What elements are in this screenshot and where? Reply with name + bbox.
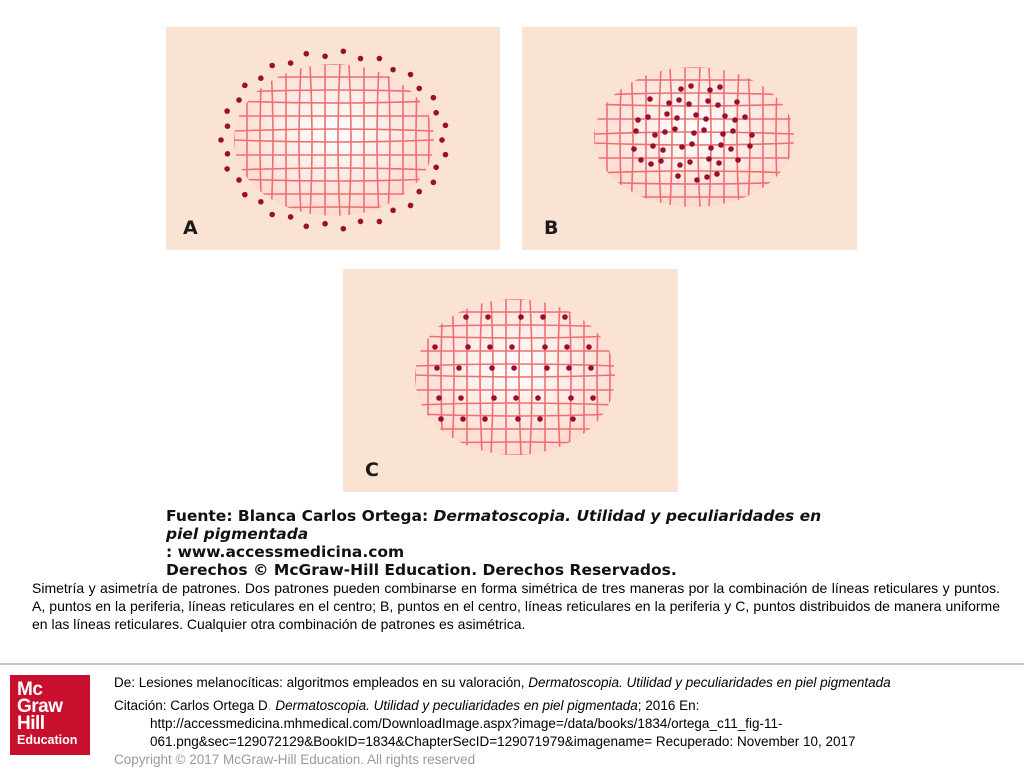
pigment-dot xyxy=(269,63,275,69)
pigment-dot xyxy=(564,344,570,350)
source-web: : www.accessmedicina.com xyxy=(166,543,405,561)
pigment-dot xyxy=(258,75,264,81)
pigment-dot xyxy=(678,86,684,92)
pigment-dot xyxy=(730,128,736,134)
pigment-dot xyxy=(742,114,748,120)
pigment-dot xyxy=(638,157,644,163)
figure-source xyxy=(166,507,846,579)
pigment-dot xyxy=(513,395,519,401)
pigment-dot xyxy=(390,67,396,73)
pigment-dot xyxy=(631,146,637,152)
pigment-dot xyxy=(686,101,692,107)
pigment-dot xyxy=(242,192,248,198)
pigment-dot xyxy=(679,144,685,150)
pigment-dot xyxy=(509,344,515,350)
citation-url-line-2[interactable]: 061.png&sec=129072129&BookID=1834&ChapterSecID=129071979&imagename= Recuperado: November 10, 2017 xyxy=(150,734,856,749)
footer-divider xyxy=(0,663,1024,665)
pigment-dot xyxy=(658,158,664,164)
pigment-dot xyxy=(747,143,753,149)
pigment-dot xyxy=(465,344,471,350)
pigment-dot xyxy=(443,123,449,129)
pigment-dot xyxy=(689,141,695,147)
from-line: De: Lesiones melanocíticas: algoritmos empleados en su valoración, Dermatoscopia. Utilidad y peculiaridades en piel pigmentada xyxy=(114,675,891,690)
copyright-notice: Copyright © 2017 McGraw-Hill Education. All rights reserved xyxy=(114,752,476,767)
pigment-dot xyxy=(586,344,592,350)
pigment-dot xyxy=(734,99,740,105)
pigment-dot xyxy=(434,365,440,371)
pigment-dot xyxy=(218,137,224,143)
pigment-dot xyxy=(489,365,495,371)
pigment-dot xyxy=(706,156,712,162)
pigment-dot xyxy=(562,314,568,320)
pigment-dot xyxy=(652,132,658,138)
pigment-dot xyxy=(511,365,517,371)
pigment-dot xyxy=(460,416,466,422)
pigment-dot xyxy=(431,95,437,101)
pigment-dot xyxy=(456,365,462,371)
pigment-dot xyxy=(303,223,309,229)
pigment-dot xyxy=(431,180,437,186)
pigment-dot xyxy=(749,132,755,138)
pigment-dot xyxy=(590,395,596,401)
pigment-dot xyxy=(390,208,396,214)
pigment-dot xyxy=(662,129,668,135)
panel-letter-a: A xyxy=(183,217,198,239)
pigment-dot xyxy=(432,344,438,350)
pigment-dot xyxy=(707,87,713,93)
pigment-dot xyxy=(714,171,720,177)
pigment-dot xyxy=(236,97,242,103)
pigment-dot xyxy=(735,157,741,163)
pigment-dot xyxy=(377,56,383,62)
pigment-dot xyxy=(715,102,721,108)
pigment-dot xyxy=(540,314,546,320)
pigment-dot xyxy=(672,126,678,132)
pigment-dot xyxy=(288,214,294,220)
pigment-dot xyxy=(588,365,594,371)
pigment-dot xyxy=(687,159,693,165)
pigment-dot xyxy=(666,100,672,106)
pigment-dot xyxy=(705,98,711,104)
logo-line-4: Education xyxy=(17,733,78,747)
pigment-dot xyxy=(224,166,230,172)
pigment-dot xyxy=(701,127,707,133)
pigment-dot xyxy=(433,110,439,116)
pigment-dot xyxy=(515,416,521,422)
pigment-dot xyxy=(288,60,294,66)
pigment-dot xyxy=(408,203,414,209)
pigment-dot xyxy=(568,395,574,401)
logo-line-2: Graw xyxy=(17,696,63,717)
pigment-dot xyxy=(303,51,309,57)
pigment-dot xyxy=(439,137,445,143)
figure-panel-b xyxy=(522,27,857,250)
pigment-dot xyxy=(693,112,699,118)
pigment-dot xyxy=(647,96,653,102)
pigment-dot xyxy=(377,219,383,225)
pigment-dot xyxy=(438,416,444,422)
pigment-dot xyxy=(225,123,231,129)
pigment-dot xyxy=(566,365,572,371)
pigment-dot xyxy=(703,116,709,122)
pigment-dot xyxy=(358,56,364,62)
pigment-dot xyxy=(645,114,651,120)
pigment-dot xyxy=(570,416,576,422)
pigment-dot xyxy=(691,130,697,136)
pigment-dot xyxy=(433,164,439,170)
pigment-dot xyxy=(718,142,724,148)
citation-url-line-1[interactable]: http://accessmedicina.mhmedical.com/DownloadImage.aspx?image=/data/books/1834/ortega_c11_fig-11- xyxy=(150,716,783,731)
source-title: Dermatoscopia. Utilidad y peculiaridades en piel pigmentada xyxy=(166,507,822,543)
pigment-dot xyxy=(537,416,543,422)
pigment-dot xyxy=(487,344,493,350)
pigment-dot xyxy=(482,416,488,422)
pigment-dot xyxy=(722,113,728,119)
pigment-dot xyxy=(408,72,414,78)
pigment-dot xyxy=(443,152,449,158)
pigment-dot xyxy=(635,117,641,123)
panel-letter-b: B xyxy=(544,217,559,239)
reticular-pattern-c xyxy=(343,269,678,492)
pigment-dot xyxy=(269,212,275,218)
pigment-dot xyxy=(358,219,364,225)
pigment-dot xyxy=(341,49,347,55)
pigment-dot xyxy=(664,111,670,117)
pigment-dot xyxy=(416,189,422,195)
pigment-dot xyxy=(716,160,722,166)
pigment-dot xyxy=(648,161,654,167)
source-prefix: Fuente: Blanca Carlos Ortega: xyxy=(166,507,434,525)
pigment-dot xyxy=(535,395,541,401)
pigment-dot xyxy=(708,145,714,151)
citation-footer xyxy=(114,674,1014,769)
figure-panel-a xyxy=(166,27,500,250)
pigment-dot xyxy=(677,162,683,168)
panel-letter-c: C xyxy=(365,459,379,481)
pigment-dot xyxy=(660,147,666,153)
pigment-dot xyxy=(518,314,524,320)
reticular-pattern-b xyxy=(522,27,857,250)
pigment-dot xyxy=(491,395,497,401)
pigment-dot xyxy=(676,97,682,103)
pigment-dot xyxy=(732,117,738,123)
pigment-dot xyxy=(704,174,710,180)
pigment-dot xyxy=(544,365,550,371)
pigment-dot xyxy=(416,86,422,92)
pigment-dot xyxy=(720,131,726,137)
reticular-pattern-a xyxy=(166,27,500,250)
pigment-dot xyxy=(224,108,230,114)
pigment-dot xyxy=(458,395,464,401)
figure-caption: Simetría y asimetría de patrones. Dos patrones pueden combinarse en forma simétrica de tres maneras por la combinación de líneas reticulares y puntos. A, puntos en la periferia, líneas reticulares en el centro; B, puntos en el centro, líneas reticulares en la periferia y C, puntos distribuidos de manera uniforme en las líneas reticulares. Cualquier otra combinación de patrones es asimétrica. xyxy=(32,580,1000,632)
pigment-dot xyxy=(436,395,442,401)
figure-panel-c xyxy=(343,269,678,492)
pigment-dot xyxy=(728,146,734,152)
pigment-dot xyxy=(236,177,242,183)
pigment-dot xyxy=(675,173,681,179)
pigment-dot xyxy=(674,115,680,121)
pigment-dot xyxy=(242,83,248,89)
pigment-dot xyxy=(717,84,723,90)
source-rights: Derechos © McGraw-Hill Education. Derechos Reservados. xyxy=(166,561,677,579)
pigment-dot xyxy=(688,83,694,89)
mcgraw-hill-logo xyxy=(10,675,90,755)
pigment-dot xyxy=(322,53,328,59)
pigment-dot xyxy=(542,344,548,350)
pigment-dot xyxy=(650,143,656,149)
pigment-dot xyxy=(463,314,469,320)
lesion-ellipse xyxy=(594,67,794,207)
pigment-dot xyxy=(341,226,347,232)
pigment-dot xyxy=(694,177,700,183)
logo-line-3: Hill xyxy=(17,713,45,734)
pigment-dot xyxy=(633,128,639,134)
logo-line-1: Mc xyxy=(17,679,43,700)
pigment-dot xyxy=(258,199,264,205)
pigment-dot xyxy=(322,221,328,227)
pigment-dot xyxy=(225,151,231,157)
pigment-dot xyxy=(485,314,491,320)
citation-line: Citación: Carlos Ortega D. Dermatoscopia. Utilidad y peculiaridades en piel pigmentada; 2016 En: xyxy=(114,698,700,713)
